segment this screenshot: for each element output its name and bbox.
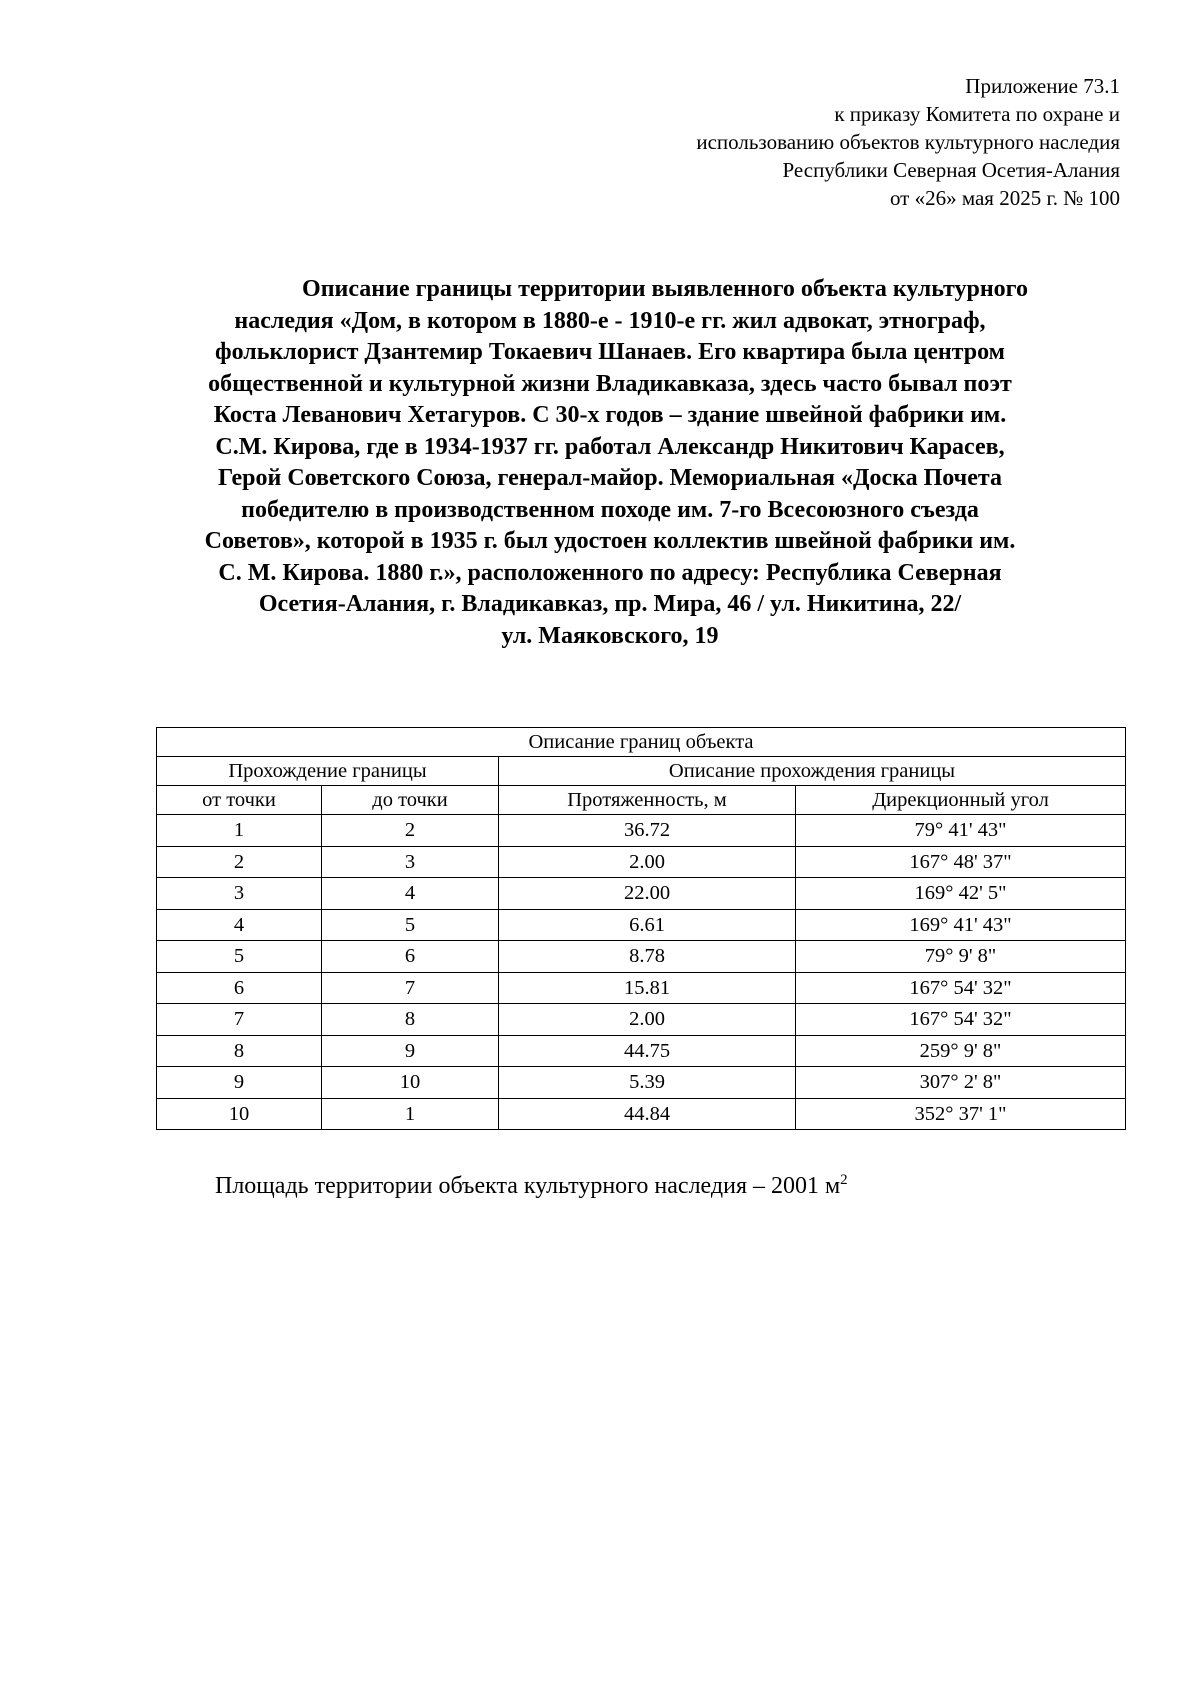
cell-to-point: 8 (322, 1004, 499, 1036)
title-line: Осетия-Алания, г. Владикавказ, пр. Мира, 46 / ул. Никитина, 22/ (258, 591, 962, 617)
appendix-block (420, 72, 1120, 212)
group-header-description: Описание прохождения границы (499, 757, 1126, 786)
cell-from-point: 10 (157, 1098, 322, 1130)
cell-from-point: 9 (157, 1067, 322, 1099)
cell-to-point: 9 (322, 1035, 499, 1067)
cell-length: 22.00 (499, 878, 796, 910)
title-line: общественной и культурной жизни Владикавказа, здесь часто бывал поэт (208, 370, 1012, 397)
cell-length: 44.84 (499, 1098, 796, 1130)
table-row (157, 1067, 1126, 1099)
group-header-passage: Прохождение границы (157, 757, 499, 786)
cell-length: 36.72 (499, 815, 796, 847)
cell-to-point: 5 (322, 909, 499, 941)
table-caption-row (157, 728, 1126, 757)
cell-to-point: 2 (322, 815, 499, 847)
table-row (157, 1035, 1126, 1067)
cell-length: 44.75 (499, 1035, 796, 1067)
cell-to-point: 7 (322, 972, 499, 1004)
cell-angle: 167° 54' 32" (796, 1004, 1126, 1036)
cell-from-point: 6 (157, 972, 322, 1004)
column-header-angle: Дирекционный угол (796, 786, 1126, 815)
appendix-line: от «26» мая 2025 г. № 100 (889, 186, 1120, 210)
cell-length: 8.78 (499, 941, 796, 973)
title-line: наследия «Дом, в котором в 1880-е - 1910-е гг. жил адвокат, этнограф, (234, 307, 986, 334)
table-row (157, 1098, 1126, 1130)
column-header-length: Протяженность, м (499, 786, 796, 815)
appendix-line: к приказу Комитета по охране и (834, 102, 1120, 126)
cell-from-point: 8 (157, 1035, 322, 1067)
cell-from-point: 4 (157, 909, 322, 941)
cell-angle: 79° 41' 43" (796, 815, 1126, 847)
table-row (157, 941, 1126, 973)
table-row (157, 878, 1126, 910)
cell-from-point: 3 (157, 878, 322, 910)
table-row (157, 846, 1126, 878)
cell-angle: 167° 48' 37" (796, 846, 1126, 878)
table-row (157, 972, 1126, 1004)
title-line: победителю в производственном походе им. 7-го Всесоюзного съезда (241, 496, 979, 523)
title-line: С.М. Кирова, где в 1934-1937 гг. работал Александр Никитович Карасев, (215, 433, 1005, 460)
table-group-header-row (157, 757, 1126, 786)
appendix-line: Республики Северная Осетия-Алания (782, 158, 1120, 182)
cell-from-point: 1 (157, 815, 322, 847)
column-header-from-point: от точки (157, 786, 322, 815)
cell-angle: 307° 2' 8" (796, 1067, 1126, 1099)
cell-to-point: 6 (322, 941, 499, 973)
cell-length: 6.61 (499, 909, 796, 941)
table-row (157, 1004, 1126, 1036)
title-line: Описание границы территории выявленного объекта культурного (302, 276, 1028, 302)
cell-angle: 169° 42' 5" (796, 878, 1126, 910)
area-statement (215, 1170, 848, 1202)
area-superscript: 2 (840, 1172, 848, 1188)
area-text: Площадь территории объекта культурного наследия – 2001 м (215, 1173, 841, 1199)
cell-to-point: 4 (322, 878, 499, 910)
cell-angle: 352° 37' 1" (796, 1098, 1126, 1130)
cell-from-point: 5 (157, 941, 322, 973)
column-header-to-point: до точки (322, 786, 499, 815)
document-title (140, 274, 1080, 652)
cell-angle: 169° 41' 43" (796, 909, 1126, 941)
table-row (157, 815, 1126, 847)
title-line: Советов», которой в 1935 г. был удостоен коллектив швейной фабрики им. (204, 528, 1016, 554)
cell-from-point: 2 (157, 846, 322, 878)
cell-angle: 167° 54' 32" (796, 972, 1126, 1004)
cell-to-point: 1 (322, 1098, 499, 1130)
cell-angle: 259° 9' 8" (796, 1035, 1126, 1067)
table-column-header-row (157, 786, 1126, 815)
cell-length: 2.00 (499, 846, 796, 878)
title-line: Коста Леванович Хетагуров. С 30-х годов – здание швейной фабрики им. (213, 402, 1007, 428)
cell-to-point: 3 (322, 846, 499, 878)
cell-to-point: 10 (322, 1067, 499, 1099)
title-line: фольклорист Дзантемир Токаевич Шанаев. Его квартира была центром (215, 339, 1005, 365)
appendix-line: использованию объектов культурного наследия (696, 130, 1120, 154)
title-line: ул. Маяковского, 19 (501, 622, 719, 649)
boundary-table (156, 727, 1126, 1130)
cell-from-point: 7 (157, 1004, 322, 1036)
cell-length: 2.00 (499, 1004, 796, 1036)
table-row (157, 909, 1126, 941)
appendix-line: Приложение 73.1 (965, 74, 1120, 98)
cell-length: 15.81 (499, 972, 796, 1004)
table-caption: Описание границ объекта (157, 728, 1126, 757)
cell-angle: 79° 9' 8" (796, 941, 1126, 973)
title-line: С. М. Кирова. 1880 г.», расположенного по адресу: Республика Северная (218, 559, 1002, 586)
title-line: Герой Советского Союза, генерал-майор. Мемориальная «Доска Почета (218, 465, 1002, 491)
cell-length: 5.39 (499, 1067, 796, 1099)
